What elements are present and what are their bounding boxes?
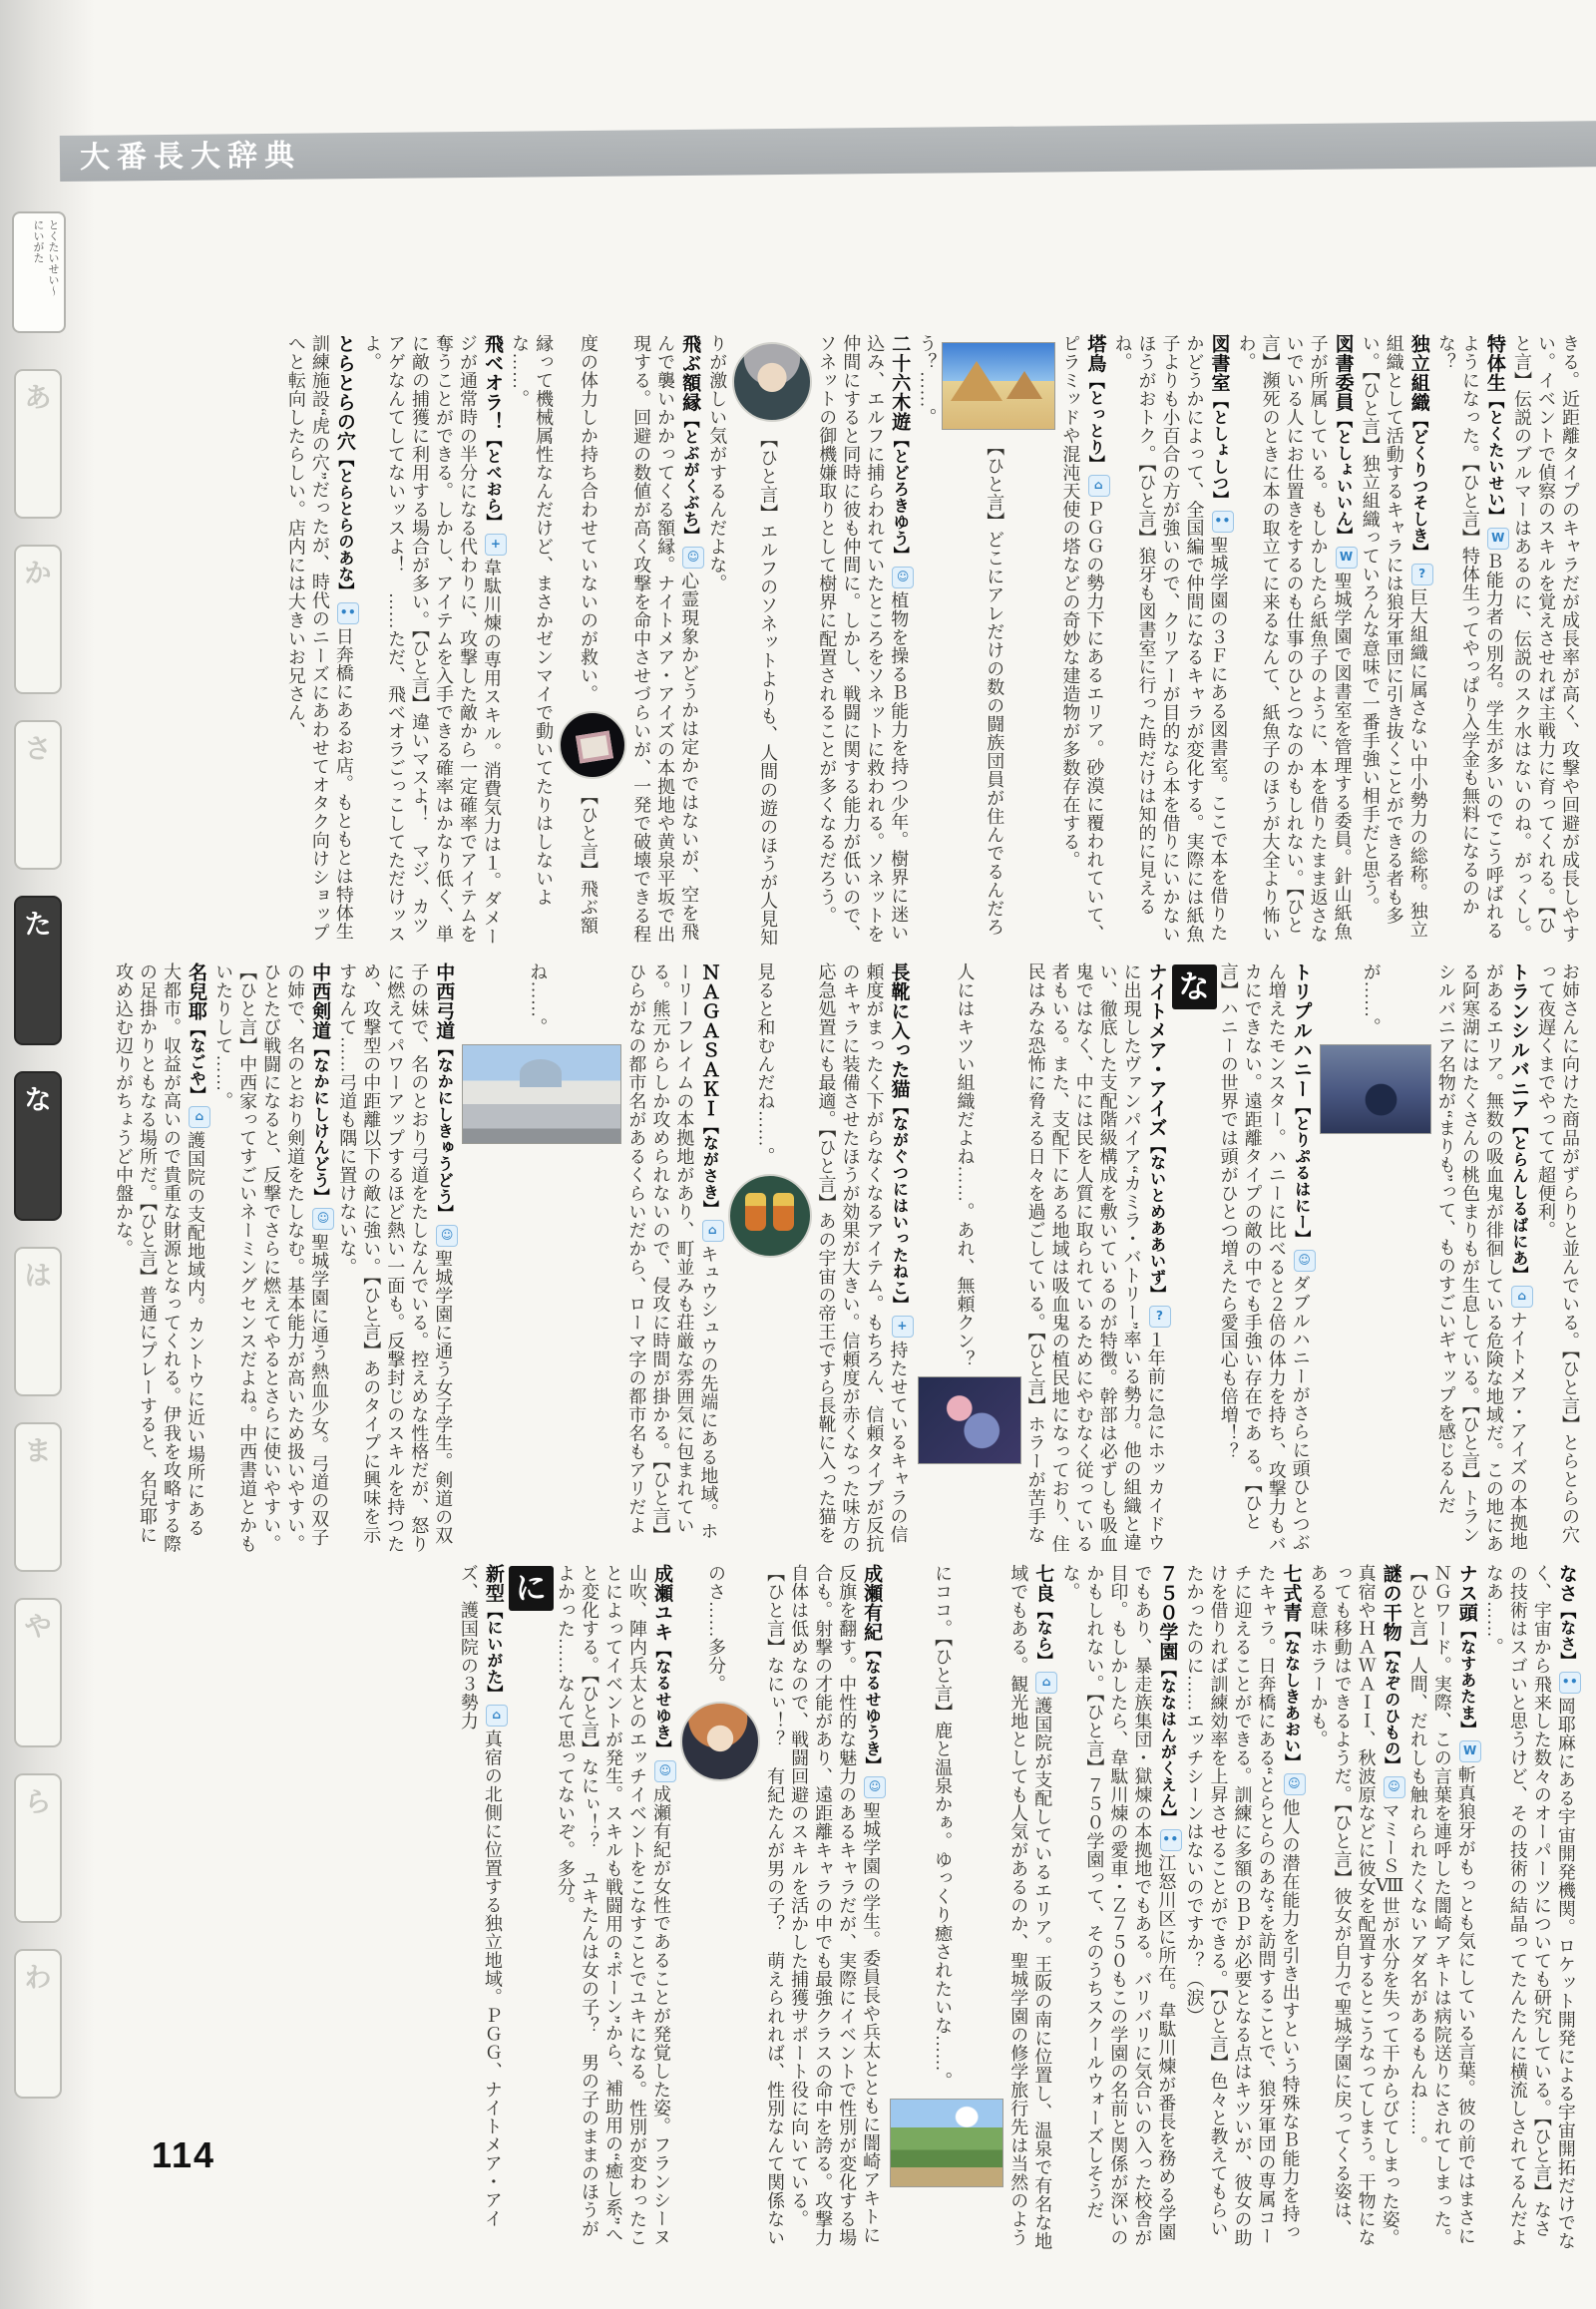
entry-title: 中西剣道 xyxy=(309,962,331,1040)
entry-reading: 【ながさき】 xyxy=(700,1118,718,1217)
entry-title: ナイトメア・アイズ xyxy=(1145,962,1167,1138)
kana-tab-label: さ xyxy=(24,734,52,764)
item-icon: + xyxy=(892,1316,914,1338)
nagasaki-cathedral-image xyxy=(462,1044,621,1144)
entry-reading: 【なごや】 xyxy=(188,1020,204,1103)
entry-title: トリプルハニー xyxy=(1290,962,1312,1099)
entry-reading: 【なるせゆうき】 xyxy=(863,1642,881,1773)
character-icon: ☺ xyxy=(654,1760,676,1782)
text-band-middle xyxy=(92,962,1582,1553)
entry-reading: 【とべおら】 xyxy=(484,431,501,531)
entry-title: 飛べオラ！ xyxy=(482,334,503,432)
entry-title: 図書室 xyxy=(1208,334,1230,393)
facility-icon: •• xyxy=(1160,1829,1182,1851)
character-icon: ☺ xyxy=(436,1225,458,1247)
entry-reading: 【なかにしけんどう】 xyxy=(311,1040,329,1205)
entry-body: 聖城学園の学生。委員長や兵太とともに闇崎アキトに反旗を翻す。中性的な魅力のあるキャラだが、実際にイベントで性別が変化する場合も。射撃の才能があり、遠距離キャラの中でも最強クラスの命中を誇る。攻撃力自体は低めなので、戦闘回避のスキルを活かした捕獲サポート役に向いている。【ひと言】なにぃ！？ 有紀たんが男の子？ 萌えられれば、性別なんて関係ないのさ……多分。 xyxy=(706,1564,882,2247)
kana-tab-label: か xyxy=(24,559,52,588)
entry-title: 新型 xyxy=(482,1564,504,1603)
entry-title: 塔鳥 xyxy=(1084,334,1106,373)
entry-nara xyxy=(933,1564,1052,2250)
entry-body: 護国院の支配地域内。カントウに近い場所にある大都市。収益が高いので貴重な財源となってくれる。伊我を攻略する際の足掛かりともなる場所だ。【ひと言】普通にプレーすると、名兒耶に攻め込む辺りがちょうど中盤かな。 xyxy=(114,962,205,1553)
entry-body: 聖城学園に通う熱血少女。弓道の双子の姉で、名のとおり剣道をたしなむ。基本能力が高いため扱いやすい。ひとたび戦闘になると、反撃でさらに燃えてやるとさらに使いやすい。【ひと言】中西家ってすごいネーミングセンスだよね。中西書道とかもいたりして……。 xyxy=(213,962,330,1553)
entry-body: ナイトメア・アイズの本拠地があるエリア。無数の吸血鬼が徘徊している危険な地域だ。この地にある阿寒湖にはたくさんの桃色まりもが生息している。【ひと言】トランシルバニア名物が“まりも”って、ものすごいギャップを感じるんだが……。 xyxy=(1361,962,1528,1553)
entry-title: トランシルバニア xyxy=(1507,962,1529,1118)
entry-reading: 【とらとらのあな】 xyxy=(335,451,353,599)
entry-tottori xyxy=(917,334,1104,943)
entry-naruse-yuki xyxy=(556,1564,671,2247)
character-icon: ☺ xyxy=(312,1208,334,1230)
range-bottom: にいがた xyxy=(32,219,44,263)
character-icon: ☺ xyxy=(892,567,914,588)
entry-body: 岡耶麻にある宇宙開発機関。ロケット開発による宇宙開拓だけでなく、宇宙から飛来した数々のオーパーツについても研究している。【ひと言】なさの技術はスゴいと思うけど、その技術の結晶ってたんたんに横流しされてるんだよなあ……。 xyxy=(1483,1564,1576,2250)
entry-reading: 【ななしきあおい】 xyxy=(1282,1622,1300,1770)
entry-tosho-iin xyxy=(1237,334,1353,944)
skill-icon: + xyxy=(485,534,507,556)
entry-body: ダブルハニーがさらに頭ひとつぶん増えたモンスター。ハニーに比べると２倍の体力を持ち、攻撃力もバカにできない。遠距離タイプの敵の中でも手強い存在であ る。【ひと言】ハニーの世界では頭がひとつ増えたら愛国心も倍増！？ xyxy=(1218,962,1311,1553)
entry-triple-honey xyxy=(1219,962,1311,1553)
entry-body: 【ひと言】飛ぶ額縁って機械属性なんだけど、まさかゼンマイで動いてたりはしないよな……。 xyxy=(510,334,598,935)
page-title: 大番長大辞典 xyxy=(79,139,302,175)
word-icon: W xyxy=(1459,1740,1481,1762)
entry-body: 護国院が支配しているエリア。王阪の南に位置し、温泉で有名な地域でもある。観光地としても人気があるのか、聖城学園の修学旅行先は当然のようにココ。【ひと言】鹿と温泉かぁ。ゆっくり癒されたいな……。 xyxy=(933,1564,1053,2250)
entry-body: 植物を操るＢ能力を持つ少年。樹界に迷い込み、エルフに捕らわれていたところをソネットに救われる。ソネットを仲間にすると同時に彼も仲間に。しかし、戦闘に関する能力が低いので、ソネットの御機嫌取りとして樹界に配置されることが多くなるだろう。 xyxy=(817,334,910,944)
tottori-pyramid-image xyxy=(942,342,1055,430)
facility-icon: •• xyxy=(1212,511,1234,533)
character-portrait-image xyxy=(732,342,812,422)
entry-nightmare-eyes xyxy=(956,962,1166,1553)
transylvania-castle-image xyxy=(1320,1044,1431,1134)
kana-tab-label: ら xyxy=(24,1787,52,1817)
kana-tab-label: あ xyxy=(24,383,52,413)
entry-niigata xyxy=(459,1564,503,2228)
entry-title: なさ xyxy=(1555,1564,1577,1603)
entry-body: 【ひと言】エルフのソネットよりも、人間の遊のほうが人見知りが激しい気がするんだよな。 xyxy=(707,334,779,947)
entry-range-label xyxy=(12,211,66,333)
entry-nakanishi-kyudo xyxy=(337,962,453,1553)
kana-tab-a xyxy=(14,369,62,519)
entry-reading: 【なかにしきゅうどう】 xyxy=(435,1040,453,1222)
area-icon: ⌂ xyxy=(702,1220,724,1242)
entry-reading: 【なすあたま】 xyxy=(1457,1622,1475,1737)
entry-title: 二十六木遊 xyxy=(889,334,911,432)
entry-reading: 【とぶがくぶち】 xyxy=(681,412,699,544)
entry-reading: 【どくりつそしき】 xyxy=(1409,412,1427,561)
kana-tab-label: わ xyxy=(24,1963,52,1993)
entry-reading: 【とりぷるはにー】 xyxy=(1292,1098,1310,1247)
entry-reading: 【なぞのひもの】 xyxy=(1382,1642,1399,1773)
entry-nakanishi-kendo xyxy=(213,962,329,1553)
entry-body: マミーＳⅧ世が水分を失って干からびてしまった姿。真宿やＨＡＷＡＩＩ、秋波原などに彼女を配置するとこうなってしまう。干物になっても移動はできるようだ。【ひと言】彼女が自力で聖城学園に戻ってくる姿は、ある意味ホラーかも。 xyxy=(1308,1564,1400,2247)
entry-body: 心霊現象かどうかは定かではないが、空を飛んで襲いかかってくる額縁。ナイトメア・アイズの本拠地や黄泉平坂で出現する。回避の数値が高く攻撃を命中させづらいが、一発で破壊できる程度の体力しか持ち合わせていないのが救い。 xyxy=(579,334,700,944)
nara-landscape-image xyxy=(890,2099,1003,2187)
entry-body: 日奔橋にあるお店。もともとは特体生訓練施設“虎の穴”だったが、時代のニーズにあわせてオタク向けショップへと転向したらしい。店内には大きいお兄さん、 xyxy=(285,334,354,942)
question-icon: ? xyxy=(1149,1306,1171,1328)
kana-tab-ya xyxy=(14,1598,62,1747)
entry-title: ナス頭 xyxy=(1455,1564,1477,1623)
entry-reading: 【ながぐつにはいったねこ】 xyxy=(890,1098,908,1313)
entry-nasu-atama xyxy=(1408,1564,1476,2247)
entry-title: 七良 xyxy=(1032,1564,1054,1603)
entry-nanashiki-aoi xyxy=(1185,1564,1301,2247)
kana-tab-sa xyxy=(14,720,62,870)
entry-nagagutsu-neko xyxy=(755,962,908,1553)
entry-title: 成瀬有紀 xyxy=(861,1564,883,1642)
entry-reading: 【とらんしるばにあ】 xyxy=(1509,1118,1527,1283)
boots-item-image xyxy=(728,1174,812,1258)
character-icon: ☺ xyxy=(864,1776,886,1798)
character-icon: ☺ xyxy=(1284,1773,1306,1795)
entry-body: 他人の潜在能力を引き出すという特殊なＢ能力を持ったキャラ。日奔橋にある“とらとらのあな”を訪問することで、狼牙軍団の専属コーチに迎えることができる。訓練に多額のＢＰが必要となる点はキツいが、彼女の助けを借りれば訓練効率を上昇させることができる。【ひと言】色々と教えてもらいたかったのに……エッチシーンはないのですか？（涙） xyxy=(1184,1564,1301,2247)
entry-nagoya xyxy=(114,962,205,1553)
kana-tab-label: や xyxy=(24,1612,52,1642)
kana-tab-label: は xyxy=(24,1261,52,1291)
entry-reading: 【なさ】 xyxy=(1557,1603,1575,1669)
text-band-bottom xyxy=(92,1564,1582,2252)
continuation-text: お姉さんに向けた商品がずらりと並んでいる。【ひと言】とらとらの穴って夜遅くまでやってて超便利。 xyxy=(1536,962,1580,1544)
area-icon: ⌂ xyxy=(189,1106,210,1128)
entry-title: 名兒耶 xyxy=(186,962,206,1021)
entry-reading: 【なら】 xyxy=(1034,1603,1052,1669)
entry-body: 巨大組織に属さない中小勢力の総称。独立組織として活動するキャラには狼牙軍団に引き抜くことができる者も多い。【ひと言】独立組織っていろんな意味で一番手強い相手だと思う。 xyxy=(1360,334,1428,939)
kana-tab-ka xyxy=(14,545,62,694)
kana-tab-label: ま xyxy=(24,1436,52,1466)
entry-body: 江怒川区に所在。韋駄川煉が番長を務める学園でもあり、暴走族集団・獄煉の本拠地でもある。バリバリに気合いの入った校舎が目印。もしかしたら、韋駄川煉の愛車・Ｚ７５０もこの学園の名前と関係が深いのかもしれない。【ひと言】７５０学園って、そのうちスクールウォーズしそうだな。 xyxy=(1060,1564,1177,2247)
word-icon: W xyxy=(1487,528,1509,550)
entry-body: 韋駄川煉の専用スキル。消費気力は１。ダメージが通常時の半分になる代わりに、攻撃した敵から一定確率でアイテムを奪うことができる。しかし、アイテムを入手できる確率はかなり低く、単に敵の捕獲に利用する場合が多い。【ひと言】違いマスよ！ マジ、カツアゲなんてしてないッスよ！ ……ただ、飛べオラごっこしてただけッスよ。 xyxy=(362,334,502,946)
character-icon: ☺ xyxy=(1294,1250,1316,1272)
entry-reading: 【にいがた】 xyxy=(484,1603,502,1702)
entry-title: 独立組織 xyxy=(1407,334,1429,412)
entry-reading: 【とくたいせい】 xyxy=(1485,392,1503,525)
area-icon: ⌂ xyxy=(1511,1286,1533,1308)
entry-title: 図書委員 xyxy=(1332,334,1354,412)
entry-dokuritsu-soshiki xyxy=(1361,334,1428,939)
entry-title: 特体生 xyxy=(1483,334,1505,393)
page-title-bar xyxy=(60,121,1596,182)
entry-body: 聖城学園に通う女子学生。剣道の双子の妹で、名のとおり弓道をたしなんでいる。控えめな性格だが、怒りに燃えてパワーアップするほど熱い一面も。反撃封じのスキルを持つため、攻撃型の中距離以下の敵に強い。【ひと言】あのタイプに興味を示すなんて……弓道も隅に置けないな。 xyxy=(337,962,454,1553)
entry-body: キュウシュウの先端にある地域。ホーリーフレイムの本拠地があり、町並みも荘厳な雰囲気に包まれている。熊元からしか攻められないので、侵攻に時間が掛かる。【ひと言】ひらがなの都市名があるくらいだから、ローマ字の都市名もアリだよね……。 xyxy=(528,962,719,1544)
entry-toshoshitsu xyxy=(1113,334,1229,944)
nightmare-eyes-image xyxy=(918,1376,1021,1464)
entry-title: ７５０学園 xyxy=(1156,1564,1178,1662)
facility-icon: •• xyxy=(337,602,359,624)
range-top: とくたいせい～ xyxy=(47,219,59,296)
facility-icon: •• xyxy=(1559,1672,1581,1694)
kana-tab-ra xyxy=(14,1773,62,1923)
flying-frame-image xyxy=(559,711,626,779)
entry-toratora-no-ana xyxy=(285,334,357,942)
entry-nagasaki xyxy=(528,962,718,1544)
entry-nasa xyxy=(1483,1564,1579,2250)
entry-reading: 【なるせゆき】 xyxy=(653,1642,670,1757)
entry-body: 聖城学園の３Ｆにある図書室。ここで本を借りたかどうかによって、全国編で仲間になるキャラが変化する。実際には紙魚子よりも小百合の方が強いので、クリアーが目的なら本を借りにいかないほうがおトク。【ひと言】狼牙も図書室に行った時だけは知的に見えるね。 xyxy=(1112,334,1229,944)
text-band-top xyxy=(92,334,1582,948)
entry-todoroki-yu xyxy=(707,334,909,947)
entry-nanahan-gakuen xyxy=(1060,1564,1179,2247)
entry-tokutaisei xyxy=(1436,334,1504,940)
entry-body: １年前に急にホッカイドウに出現したヴァンパイア“カミラ・バトリー”率いる勢力。他の組織と違い、徹底した支配階級構成を敷いているのが特徴。幹部は必ずしも吸血鬼ではなく、中には民を人質に取られているためにやむなく従っている者もいる。また、支配下にある地域は吸血鬼の植民地になっており、住民はみな恐怖に脅える日々を過ごしている。【ひと言】ホラーが苦手な人にはキツい組織だよね……。あれ、無頼クン？ xyxy=(955,962,1166,1553)
entry-body: 聖城学園で図書室を管理する委員。針山紙魚子が所属している。もしかしたら紙魚子のように、本を借りたまま返さないでいる人にお仕置きをするのも仕事のひとつなのかもしれない。【ひと言】瀕死のときに本の取立てに来るなんて、紙魚子のほうが大全より怖いわ。 xyxy=(1236,334,1353,944)
entry-title: 七式青 xyxy=(1280,1564,1302,1623)
entry-reading: 【ないとめああいず】 xyxy=(1147,1137,1165,1303)
entry-reading: 【とどろきゆう】 xyxy=(891,431,909,564)
entry-body: 斬真狼牙がもっとも気にしている言葉。彼の前ではまさにＮＧワード。実際、この言葉を連呼した闇崎アキトは病院送りにされてしまった。【ひと言】人間、だれしも触れられたくないアダ名があるもんね……。 xyxy=(1407,1564,1476,2247)
entry-title: とらとらの穴 xyxy=(333,334,355,451)
entry-nazo-no-himono xyxy=(1309,1564,1400,2247)
kana-tab-wa xyxy=(14,1949,62,2099)
kana-tab-ma xyxy=(14,1422,62,1572)
entry-tobu-gakubuchi xyxy=(510,334,699,944)
kana-tab-ha xyxy=(14,1247,62,1396)
entry-title: 飛ぶ額縁 xyxy=(679,334,701,412)
entry-tobeora xyxy=(362,334,502,946)
area-icon: ⌂ xyxy=(1035,1672,1057,1694)
word-icon: W xyxy=(1336,547,1358,569)
kana-tab-label: た xyxy=(24,910,52,940)
entry-body: 成瀬有紀が女性であることが発覚した姿。フランシーヌ山吹、陣内兵太とのエッチイベントをこなすことでユキになる。性別が変わったことによってイベントが発生。スキルも戦闘用の“ボーン”から、補助用の“癒し系”へと変化する。【ひと言】なにぃ！？ ユキたんは女の子？ 男の子のままのほうがよかった……なんて思ってないぞ。多分。 xyxy=(556,1564,671,2247)
entry-title: 中西弓道 xyxy=(433,962,455,1040)
entry-reading: 【ななはんがくえん】 xyxy=(1158,1661,1176,1826)
kana-tab-label: な xyxy=(24,1085,52,1115)
entry-reading: 【としょしつ】 xyxy=(1210,392,1228,508)
entry-title: 長靴に入った猫 xyxy=(888,962,910,1099)
entry-title: ＮＡＧＡＳＡＫＩ xyxy=(698,962,720,1118)
entry-reading: 【としょいいん】 xyxy=(1334,412,1352,544)
entry-transylvania xyxy=(1362,962,1528,1553)
entry-title: 謎の干物 xyxy=(1380,1564,1401,1642)
naruse-portrait-image xyxy=(680,1702,760,1781)
kana-tab-ta xyxy=(14,896,62,1045)
entry-body: Ｂ能力者の別名。学生が多いのでこう呼ばれるようになった。【ひと言】特体生ってやっぱり入学金も無料になるのかな？ xyxy=(1435,334,1504,940)
section-marker-ni: に xyxy=(509,1566,554,1611)
entry-naruse-yuuki xyxy=(706,1564,881,2247)
entry-body: ＰＧＧの勢力下にあるエリア。砂漠に覆われていて、ピラミッドや混沌天使の塔などの奇妙な建造物が多数存在する。 xyxy=(1060,334,1105,943)
entry-reading: 【とっとり】 xyxy=(1086,373,1104,472)
area-icon: ⌂ xyxy=(486,1705,508,1727)
area-icon: ⌂ xyxy=(1088,475,1110,497)
character-icon: ☺ xyxy=(1384,1776,1405,1798)
page-number: 114 xyxy=(152,2134,216,2175)
entry-body: 真宿の北側に位置する独立地域。ＰＧＧ、ナイトメア・アイズ、護国院の３勢力 xyxy=(458,1564,503,2228)
section-marker-na: な xyxy=(1172,964,1217,1009)
question-icon: ? xyxy=(1411,564,1433,585)
entry-body: 持たせているキャラの信頼度がまったく下がらなくなるアイテム。もちろん、信頼タイプが反抗のキャラに装備させたほうが効果が大きい。信頼度が赤くなった味方の応急処置にも最適。【ひと言】あの宇宙の帝王ですら長靴に入った猫を見ると和むんだね……。 xyxy=(755,962,909,1553)
character-icon: ☺ xyxy=(682,547,704,569)
entry-title: 成瀬ユキ xyxy=(651,1564,672,1642)
continuation-text: きる。近距離タイプのキャラだが成長率が高く、攻撃や回避が成長しやすい。イベントで偵察のスキルを覚えさせれば主戦力に育ってくれる。【ひと言】伝説のブルマーはあるのに、伝説のスク水はないのね。がっくし。 xyxy=(1512,334,1580,944)
kana-tab-na xyxy=(14,1071,62,1221)
entry-body: 【ひと言】どこにアレだけの数の闘族団員が住んでるんだろう？……。 xyxy=(917,334,1005,937)
